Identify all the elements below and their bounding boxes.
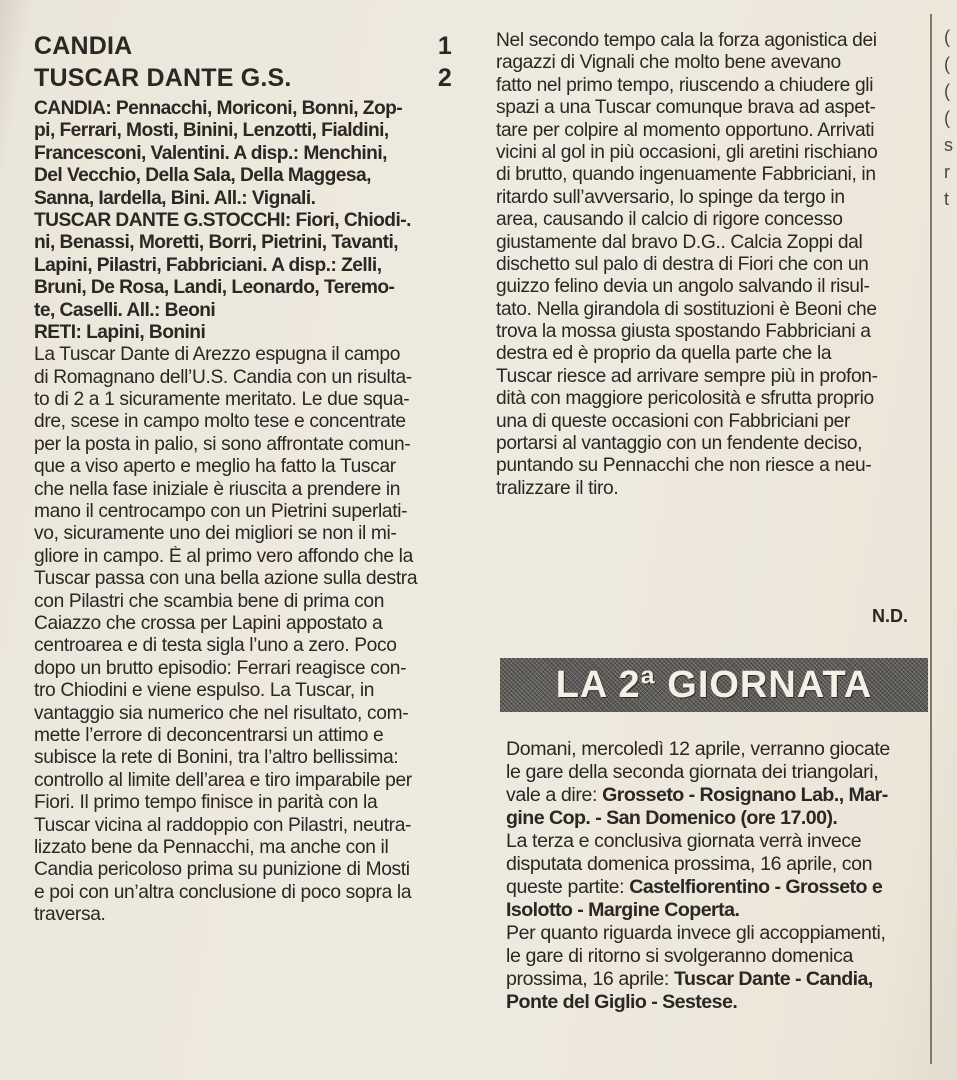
score-row-home: [34, 30, 466, 62]
report-line: e poi con un’altra conclusione di poco sopra la: [34, 881, 412, 903]
article-text: vale a dire:: [506, 784, 603, 806]
edge-char: t: [944, 189, 950, 209]
report-line: giustamente dal bravo D.G.. Calcia Zoppi dal: [496, 231, 863, 253]
report-line: fatto nel primo tempo, riuscendo a chiudere gli: [496, 74, 874, 96]
report-line: Tuscar passa con una bella azione sulla destra: [34, 568, 418, 590]
match-report-column: [34, 30, 466, 926]
fixture-text: Isolotto - Margine Coperta.: [506, 899, 740, 921]
article-line: [506, 761, 924, 784]
report-line: Tuscar vicina al raddoppio con Pilastri, neutra-: [34, 814, 412, 836]
away-team-score: 2: [437, 64, 452, 92]
report-line: tato. Nella girandola di sostituzioni è Beoni che: [496, 298, 877, 320]
report-line: area, causando il calcio di rigore concesso: [496, 209, 843, 231]
lineup-line: Lapini, Pilastri, Fabbriciani. A disp.: Zelli,: [34, 254, 382, 276]
report-line: gliore in campo. È al primo vero affondo che la: [34, 545, 413, 567]
lineup-line: RETI: Lapini, Bonini: [34, 321, 206, 343]
report-line: lizzato bene da Pennacchi, ma anche con il: [34, 836, 389, 858]
report-line: mette l’errore di deconcentrarsi un attimo e: [34, 724, 384, 746]
away-team-name: TUSCAR DANTE G.S.: [34, 64, 292, 92]
second-round-article: [506, 738, 924, 1014]
report-line: guizzo felino devia un angolo salvando il risul-: [496, 276, 870, 298]
article-line: [506, 784, 924, 807]
article-line: [506, 922, 924, 945]
report-line: traversa.: [34, 904, 106, 926]
article-text: queste partite:: [506, 876, 630, 898]
report-line: Tuscar riesce ad arrivare sempre più in profon-: [496, 365, 878, 387]
article-text: Per quanto riguarda invece gli accoppiamenti,: [506, 922, 886, 944]
article-line: [506, 945, 924, 968]
report-line: spazi a una Tuscar comunque brava ad aspet-: [496, 97, 876, 119]
lineup-line: Del Vecchio, Della Sala, Della Maggesa,: [34, 165, 371, 187]
report-line: mano il centrocampo con un Pietrini superlati-: [34, 501, 408, 523]
article-line: [506, 830, 924, 853]
fixture-text: Castelfiorentino - Grosseto e: [629, 876, 883, 898]
score-row-away: [34, 62, 466, 94]
lineup-line: Sanna, Iardella, Bini. All.: Vignali.: [34, 187, 316, 209]
lineup-line: te, Caselli. All.: Beoni: [34, 299, 216, 321]
article-text: le gare della seconda giornata dei triangolari,: [506, 761, 879, 783]
lineup-line: Francesconi, Valentini. A disp.: Menchini,: [34, 142, 387, 164]
article-line: [506, 991, 924, 1014]
report-text-right: [496, 30, 924, 500]
banner-title: LA 2ª GIORNATA: [555, 663, 873, 706]
report-line: que a viso aperto e meglio ha fatto la Tuscar: [34, 456, 396, 478]
report-line: vo, sicuramente uno dei migliori se non il mi-: [34, 523, 397, 545]
article-line: [506, 853, 924, 876]
report-line: vicini al gol in più occasioni, gli aretini rischiano: [496, 141, 878, 163]
adjacent-column-fragment: [944, 24, 957, 213]
article-text: La terza e conclusiva giornata verrà invece: [506, 830, 862, 852]
edge-char: (: [944, 54, 950, 74]
edge-char: s: [944, 135, 953, 155]
report-line: tare per colpire al momento opportuno. Arrivati: [496, 119, 875, 141]
report-line: con Pilastri che scambia bene di prima con: [34, 590, 385, 612]
article-line: [506, 899, 924, 922]
report-line: portarsi al vantaggio con un fendente deciso,: [496, 433, 863, 455]
article-line: [506, 807, 924, 830]
lineup-line: Bruni, De Rosa, Landi, Leonardo, Teremo-: [34, 277, 395, 299]
report-line: di brutto, quando ingenuamente Fabbriciani, in: [496, 164, 876, 186]
fixture-text: Grosseto - Rosignano Lab., Mar-: [602, 784, 888, 806]
report-line: destra ed è proprio da quella parte che la: [496, 343, 832, 365]
report-line: di Romagnano dell’U.S. Candia con un risulta-: [34, 366, 412, 388]
lineup-line: CANDIA: Pennacchi, Moriconi, Bonni, Zop-: [34, 98, 403, 119]
fixture-text: Tuscar Dante - Candia,: [674, 968, 873, 990]
report-line: una di queste occasioni con Fabbriciani per: [496, 410, 851, 432]
report-line: tro Chiodini e viene espulso. La Tuscar, in: [34, 680, 375, 702]
edge-char: (: [944, 27, 950, 47]
report-line: controllo al limite dell’area e tiro imparabile per: [34, 769, 412, 791]
article-text: prossima, 16 aprile:: [506, 968, 675, 990]
lineup-line: TUSCAR DANTE G.STOCCHI: Fiori, Chiodi-.: [34, 209, 411, 231]
report-line: subisce la rete di Bonini, tra l’altro bellissima:: [34, 747, 399, 769]
report-line: tralizzare il tiro.: [496, 477, 619, 499]
home-team-score: 1: [437, 32, 452, 60]
report-line: che nella fase iniziale è riuscita a prendere in: [34, 478, 401, 500]
match-report-continuation: [496, 30, 924, 500]
report-line: ragazzi di Vignali che molto bene avevano: [496, 52, 841, 74]
home-team-name: CANDIA: [34, 32, 133, 60]
article-line: [506, 738, 924, 761]
column-rule: [930, 14, 932, 1064]
fixture-text: gine Cop. - San Domenico (ore 17.00).: [506, 807, 838, 829]
report-line: ritardo sull’avversario, lo spinge da tergo in: [496, 186, 845, 208]
report-line: to di 2 a 1 sicuramente meritato. Le due squa-: [34, 389, 410, 411]
edge-char: r: [944, 162, 950, 182]
section-banner: [500, 658, 928, 712]
report-text-left: [34, 98, 466, 926]
report-line: dre, scese in campo molto tese e concentrate: [34, 411, 406, 433]
article-line: [506, 876, 924, 899]
edge-char: (: [944, 108, 950, 128]
article-text: le gare di ritorno si svolgeranno domenica: [506, 945, 853, 967]
article-text: disputata domenica prossima, 16 aprile, con: [506, 853, 873, 875]
author-initials: N.D.: [872, 606, 908, 626]
report-line: centroarea e di testa sigla l’uno a zero. Poco: [34, 635, 397, 657]
report-line: per la posta in palio, si sono affrontate comun-: [34, 433, 411, 455]
report-line: puntando su Pennacchi che non riesce a neu-: [496, 455, 872, 477]
report-line: Fiori. Il primo tempo finisce in parità con la: [34, 792, 378, 814]
report-line: dischetto sul palo di destra di Fiori che con un: [496, 253, 869, 275]
report-line: Nel secondo tempo cala la forza agonistica dei: [496, 30, 877, 51]
article-line: [506, 968, 924, 991]
report-line: dità con maggiore pericolosità e sfrutta proprio: [496, 388, 874, 410]
report-line: Caiazzo che crossa per Lapini appostato a: [34, 612, 383, 634]
article-text: Domani, mercoledì 12 aprile, verranno giocate: [506, 738, 890, 760]
fixture-text: Ponte del Giglio - Sestese.: [506, 991, 738, 1013]
report-line: La Tuscar Dante di Arezzo espugna il campo: [34, 344, 401, 366]
lineup-line: ni, Benassi, Moretti, Borri, Pietrini, Tavanti,: [34, 232, 399, 254]
edge-char: (: [944, 81, 950, 101]
report-line: trova la mossa giusta spostando Fabbriciani a: [496, 321, 871, 343]
report-line: dopo un brutto episodio: Ferrari reagisce con-: [34, 657, 407, 679]
report-line: Candia pericoloso prima su punizione di Mosti: [34, 859, 410, 881]
lineup-line: pi, Ferrari, Mosti, Binini, Lenzotti, Fialdini,: [34, 120, 389, 142]
report-line: vantaggio sia numerico che nel risultato, com-: [34, 702, 409, 724]
